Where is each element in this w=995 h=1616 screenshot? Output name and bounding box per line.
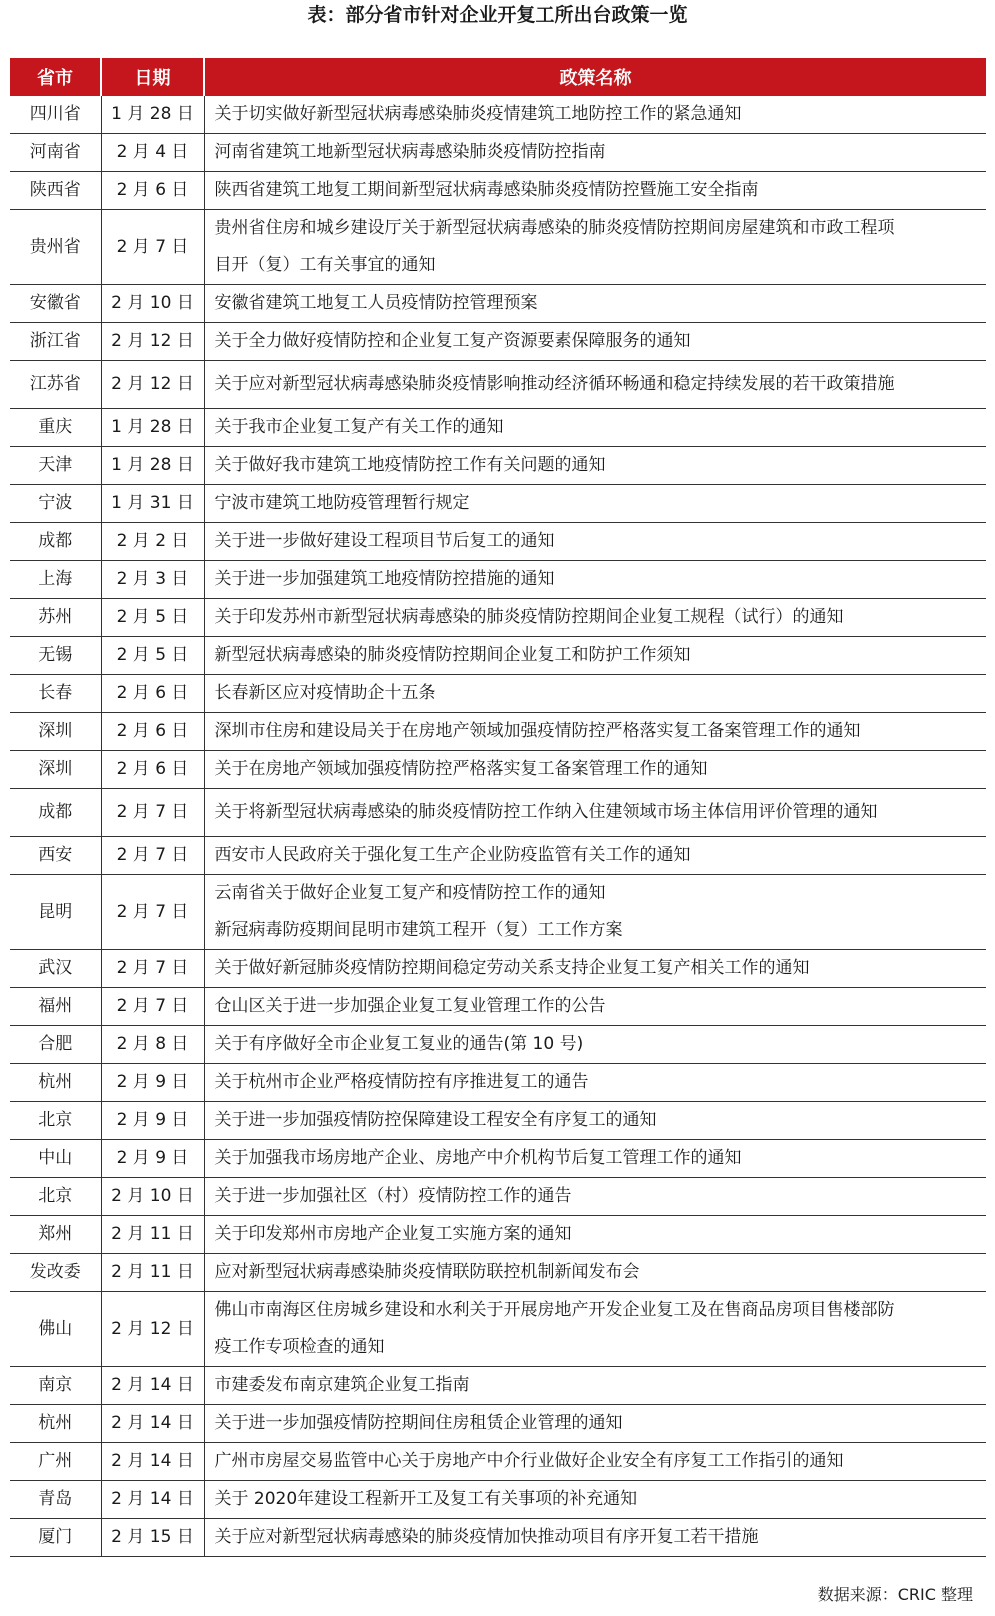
cell-policy: [204, 1064, 986, 1102]
cell-policy: [204, 1102, 986, 1140]
cell-policy: [204, 837, 986, 875]
data-source-note: 数据来源：CRIC 整理: [817, 1585, 973, 1604]
cell-date: 2 月 7 日: [101, 837, 204, 875]
page-title: 表：部分省市针对企业开复工所出台政策一览: [307, 4, 688, 26]
cell-policy: [204, 485, 986, 523]
cell-policy: [204, 523, 986, 561]
cell-date: 1 月 28 日: [101, 96, 204, 134]
cell-policy: [204, 210, 986, 285]
table-row: [10, 950, 986, 988]
cell-policy: [204, 1443, 986, 1481]
policy-line: 关于进一步加强建筑工地疫情防控措施的通知: [214, 569, 555, 589]
cell-region: 西安: [10, 837, 101, 875]
cell-policy: [204, 751, 986, 789]
cell-date: 2 月 6 日: [101, 751, 204, 789]
cell-policy: [204, 323, 986, 361]
cell-policy: [204, 1292, 986, 1367]
policy-line: 关于将新型冠状病毒感染的肺炎疫情防控工作纳入住建领域市场主体信用评价管理的通知: [214, 802, 878, 822]
cell-policy: [204, 561, 986, 599]
table-row: [10, 1292, 986, 1367]
policy-line: 关于做好我市建筑工地疫情防控工作有关问题的通知: [214, 455, 606, 475]
column-header-policy: 政策名称: [204, 58, 986, 96]
table-row: [10, 210, 986, 285]
cell-region: 武汉: [10, 950, 101, 988]
cell-region: 佛山: [10, 1292, 101, 1367]
cell-policy: [204, 713, 986, 751]
cell-region: 江苏省: [10, 361, 101, 409]
policy-line: 关于进一步加强疫情防控期间住房租赁企业管理的通知: [214, 1413, 623, 1433]
cell-date: 2 月 7 日: [101, 950, 204, 988]
policy-line: 关于杭州市企业严格疫情防控有序推进复工的通告: [214, 1072, 589, 1092]
cell-region: 宁波: [10, 485, 101, 523]
policy-line: 关于印发苏州市新型冠状病毒感染的肺炎疫情防控期间企业复工规程（试行）的通知: [214, 607, 844, 627]
table-row: [10, 988, 986, 1026]
cell-policy: [204, 875, 986, 950]
policy-line: 深圳市住房和建设局关于在房地产领域加强疫情防控严格落实复工备案管理工作的通知: [214, 721, 861, 741]
table-row: [10, 1026, 986, 1064]
policy-line: 关于进一步做好建设工程项目节后复工的通知: [214, 531, 555, 551]
cell-date: 2 月 7 日: [101, 875, 204, 950]
policy-line: 河南省建筑工地新型冠状病毒感染肺炎疫情防控指南: [214, 142, 606, 162]
cell-region: 中山: [10, 1140, 101, 1178]
table-row: [10, 599, 986, 637]
cell-date: 2 月 12 日: [101, 361, 204, 409]
cell-policy: [204, 96, 986, 134]
column-header-region: 省市: [10, 58, 101, 96]
cell-region: 北京: [10, 1178, 101, 1216]
cell-region: 安徽省: [10, 285, 101, 323]
cell-policy: [204, 599, 986, 637]
policy-line: 疫工作专项检查的通知: [214, 1337, 385, 1357]
cell-date: 2 月 10 日: [101, 285, 204, 323]
cell-policy: [204, 361, 986, 409]
cell-date: 2 月 2 日: [101, 523, 204, 561]
cell-date: 2 月 7 日: [101, 789, 204, 837]
policy-line: 仓山区关于进一步加强企业复工复业管理工作的公告: [214, 996, 606, 1016]
cell-policy: [204, 134, 986, 172]
policy-line: 关于在房地产领域加强疫情防控严格落实复工备案管理工作的通知: [214, 759, 708, 779]
cell-date: 2 月 14 日: [101, 1481, 204, 1519]
table-row: [10, 1216, 986, 1254]
policy-line: 关于我市企业复工复产有关工作的通知: [214, 417, 504, 437]
policy-line: 关于有序做好全市企业复工复业的通告(第 10 号): [214, 1034, 584, 1054]
policy-line: 关于印发郑州市房地产企业复工实施方案的通知: [214, 1224, 572, 1244]
cell-policy: [204, 172, 986, 210]
cell-date: 2 月 11 日: [101, 1216, 204, 1254]
table-row: [10, 1178, 986, 1216]
cell-date: 2 月 7 日: [101, 210, 204, 285]
policy-line: 关于做好新冠肺炎疫情防控期间稳定劳动关系支持企业复工复产相关工作的通知: [214, 958, 810, 978]
cell-policy: [204, 285, 986, 323]
cell-policy: [204, 1519, 986, 1557]
table-row: [10, 409, 986, 447]
policy-line: 长春新区应对疫情助企十五条: [214, 683, 436, 703]
cell-date: 2 月 14 日: [101, 1443, 204, 1481]
cell-region: 成都: [10, 523, 101, 561]
policy-line: 云南省关于做好企业复工复产和疫情防控工作的通知: [214, 883, 606, 903]
cell-date: 2 月 5 日: [101, 637, 204, 675]
table-row: [10, 1519, 986, 1557]
policy-line: 关于切实做好新型冠状病毒感染肺炎疫情建筑工地防控工作的紧急通知: [214, 104, 742, 124]
policy-line: 关于全力做好疫情防控和企业复工复产资源要素保障服务的通知: [214, 331, 691, 351]
cell-region: 成都: [10, 789, 101, 837]
cell-region: 北京: [10, 1102, 101, 1140]
cell-region: 天津: [10, 447, 101, 485]
cell-region: 广州: [10, 1443, 101, 1481]
table-row: [10, 447, 986, 485]
cell-region: 青岛: [10, 1481, 101, 1519]
table-header: [10, 58, 986, 96]
table-row: [10, 637, 986, 675]
table-row: [10, 285, 986, 323]
policy-line: 目开（复）工有关事宜的通知: [214, 255, 436, 275]
cell-date: 2 月 6 日: [101, 713, 204, 751]
cell-region: 贵州省: [10, 210, 101, 285]
cell-policy: [204, 409, 986, 447]
cell-region: 福州: [10, 988, 101, 1026]
cell-policy: [204, 447, 986, 485]
policy-line: 西安市人民政府关于强化复工生产企业防疫监管有关工作的通知: [214, 845, 691, 865]
cell-region: 发改委: [10, 1254, 101, 1292]
table-row: [10, 675, 986, 713]
cell-policy: [204, 675, 986, 713]
policy-line: 安徽省建筑工地复工人员疫情防控管理预案: [214, 293, 538, 313]
cell-date: 2 月 8 日: [101, 1026, 204, 1064]
cell-date: 2 月 4 日: [101, 134, 204, 172]
cell-policy: [204, 637, 986, 675]
policy-line: 广州市房屋交易监管中心关于房地产中介行业做好企业安全有序复工工作指引的通知: [214, 1451, 844, 1471]
policy-table: [10, 58, 986, 1557]
table-row: [10, 1140, 986, 1178]
table-row: [10, 837, 986, 875]
cell-date: 2 月 6 日: [101, 172, 204, 210]
cell-policy: [204, 1216, 986, 1254]
policy-line: 宁波市建筑工地防疫管理暂行规定: [214, 493, 470, 513]
policy-line: 应对新型冠状病毒感染肺炎疫情联防联控机制新闻发布会: [214, 1262, 640, 1282]
table-row: [10, 96, 986, 134]
cell-region: 杭州: [10, 1064, 101, 1102]
cell-policy: [204, 1405, 986, 1443]
cell-region: 无锡: [10, 637, 101, 675]
cell-region: 苏州: [10, 599, 101, 637]
table-row: [10, 172, 986, 210]
cell-region: 河南省: [10, 134, 101, 172]
cell-date: 2 月 3 日: [101, 561, 204, 599]
table-row: [10, 875, 986, 950]
table-row: [10, 1254, 986, 1292]
cell-region: 陕西省: [10, 172, 101, 210]
cell-policy: [204, 1481, 986, 1519]
cell-date: 2 月 10 日: [101, 1178, 204, 1216]
policy-line: 新型冠状病毒感染的肺炎疫情防控期间企业复工和防护工作须知: [214, 645, 691, 665]
cell-region: 昆明: [10, 875, 101, 950]
cell-region: 重庆: [10, 409, 101, 447]
cell-date: 2 月 11 日: [101, 1254, 204, 1292]
cell-policy: [204, 1026, 986, 1064]
cell-date: 2 月 9 日: [101, 1064, 204, 1102]
cell-policy: [204, 1178, 986, 1216]
table-row: [10, 751, 986, 789]
policy-line: 陕西省建筑工地复工期间新型冠状病毒感染肺炎疫情防控暨施工安全指南: [214, 180, 759, 200]
cell-date: 2 月 9 日: [101, 1102, 204, 1140]
table-row: [10, 561, 986, 599]
cell-date: 2 月 6 日: [101, 675, 204, 713]
cell-region: 合肥: [10, 1026, 101, 1064]
cell-region: 浙江省: [10, 323, 101, 361]
cell-region: 上海: [10, 561, 101, 599]
policy-line: 关于加强我市场房地产企业、房地产中介机构节后复工管理工作的通知: [214, 1148, 742, 1168]
cell-date: 2 月 14 日: [101, 1405, 204, 1443]
policy-line: 佛山市南海区住房城乡建设和水利关于开展房地产开发企业复工及在售商品房项目售楼部防: [214, 1300, 895, 1320]
table-row: [10, 1102, 986, 1140]
table-row: [10, 713, 986, 751]
table-row: [10, 1443, 986, 1481]
table-row: [10, 361, 986, 409]
table-row: [10, 1405, 986, 1443]
cell-region: 郑州: [10, 1216, 101, 1254]
cell-policy: [204, 1254, 986, 1292]
cell-region: 南京: [10, 1367, 101, 1405]
policy-line: 关于 2020年建设工程新开工及复工有关事项的补充通知: [214, 1489, 638, 1509]
table-row: [10, 134, 986, 172]
policy-line: 关于进一步加强疫情防控保障建设工程安全有序复工的通知: [214, 1110, 657, 1130]
cell-date: 2 月 5 日: [101, 599, 204, 637]
policy-line: 关于应对新型冠状病毒感染的肺炎疫情加快推动项目有序开复工若干措施: [214, 1527, 759, 1547]
cell-date: 1 月 28 日: [101, 409, 204, 447]
policy-line: 关于进一步加强社区（村）疫情防控工作的通告: [214, 1186, 572, 1206]
cell-policy: [204, 1140, 986, 1178]
table-body: [10, 96, 986, 1557]
cell-policy: [204, 950, 986, 988]
cell-region: 厦门: [10, 1519, 101, 1557]
cell-policy: [204, 1367, 986, 1405]
cell-date: 1 月 28 日: [101, 447, 204, 485]
cell-date: 1 月 31 日: [101, 485, 204, 523]
cell-region: 长春: [10, 675, 101, 713]
table-row: [10, 1481, 986, 1519]
policy-line: 市建委发布南京建筑企业复工指南: [214, 1375, 470, 1395]
cell-date: 2 月 12 日: [101, 323, 204, 361]
cell-date: 2 月 15 日: [101, 1519, 204, 1557]
cell-policy: [204, 789, 986, 837]
cell-region: 深圳: [10, 751, 101, 789]
table-row: [10, 523, 986, 561]
table-row: [10, 1367, 986, 1405]
policy-line: 新冠病毒防疫期间昆明市建筑工程开（复）工工作方案: [214, 920, 623, 940]
cell-region: 四川省: [10, 96, 101, 134]
policy-line: 关于应对新型冠状病毒感染肺炎疫情影响推动经济循环畅通和稳定持续发展的若干政策措施: [214, 374, 895, 394]
table-row: [10, 485, 986, 523]
cell-region: 杭州: [10, 1405, 101, 1443]
cell-policy: [204, 988, 986, 1026]
cell-date: 2 月 14 日: [101, 1367, 204, 1405]
table-row: [10, 789, 986, 837]
policy-line: 贵州省住房和城乡建设厅关于新型冠状病毒感染的肺炎疫情防控期间房屋建筑和市政工程项: [214, 218, 895, 238]
cell-date: 2 月 9 日: [101, 1140, 204, 1178]
table-row: [10, 323, 986, 361]
column-header-date: 日期: [101, 58, 204, 96]
cell-date: 2 月 7 日: [101, 988, 204, 1026]
table-row: [10, 1064, 986, 1102]
cell-region: 深圳: [10, 713, 101, 751]
cell-date: 2 月 12 日: [101, 1292, 204, 1367]
